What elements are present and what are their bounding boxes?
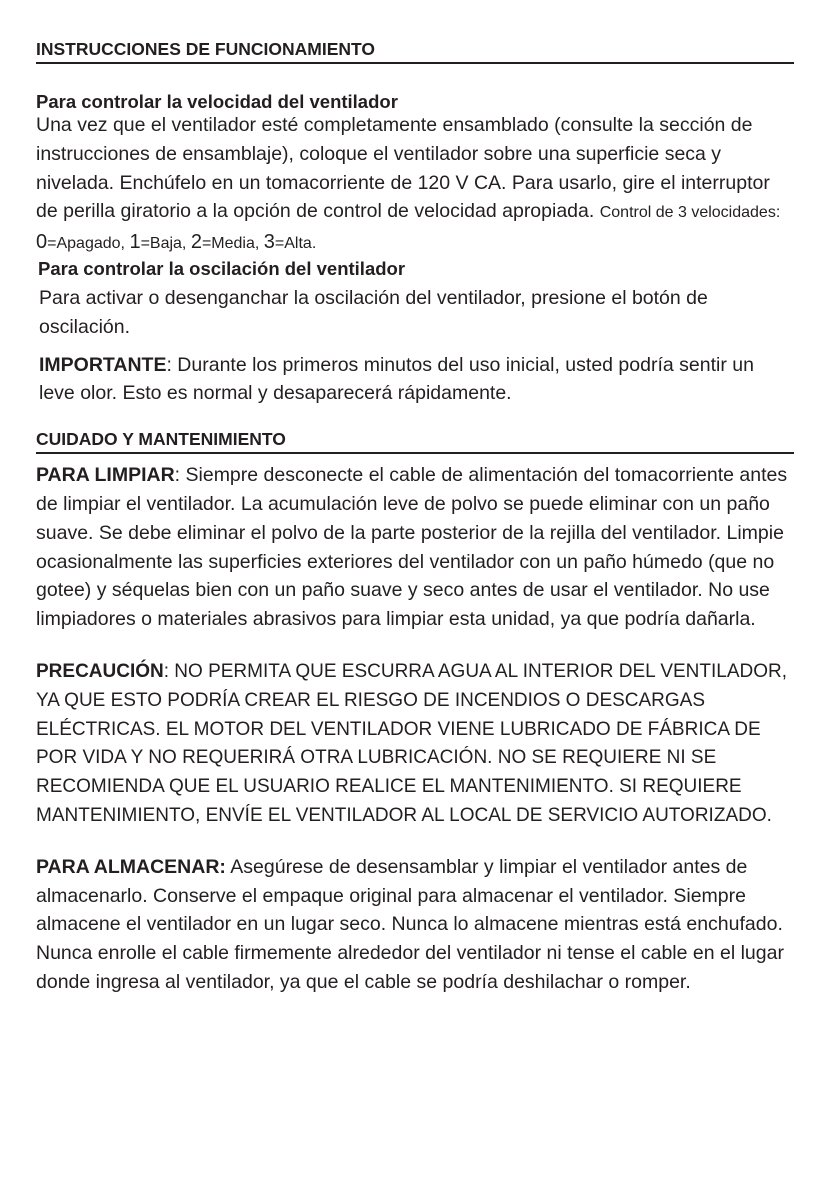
important-paragraph [39,351,794,409]
caution-paragraph [36,658,794,831]
important-label: IMPORTANTE [39,353,167,376]
speed-1-digit: 1 [129,231,141,254]
storage-paragraph [36,853,794,997]
speed-1-text: =Baja, [140,235,187,253]
operating-instructions-title: INSTRUCCIONES DE FUNCIONAMIENTO [36,38,794,64]
storage-text: Asegúrese de desensamblar y limpiar el ventilador antes de almacenarlo. Conserve el empaque original para almacenar el ventilador. Siempre almacene el ventilador en un lugar seco. Nunca lo almacene mientras está enchufado. Nunca enrolle el cable firmemente alrededor del ventilador ni tense el cable en el lugar donde ingresa al ventilador, ya que el cable se podría deshilachar o romper. [36,855,784,993]
instruction-page [36,38,794,997]
speed-2-text: =Media, [201,235,260,253]
storage-label: PARA ALMACENAR: [36,855,226,878]
speed-control-text: Una vez que el ventilador esté completamente ensamblado (consulte la sección de instrucciones de ensamblaje), coloque el ventilador sobre una superficie seca y nivelada. Enchúfelo en un tomacorriente de 120 V CA. Para usarlo, gire el interruptor de perilla giratorio a la opción de control de velocidad apropiada. [36,114,770,223]
cleaning-label: PARA LIMPIAR [36,464,175,487]
speed-control-paragraph [36,111,794,259]
speed-3-text: =Alta. [274,235,317,253]
caution-text: : NO PERMITA QUE ESCURRA AGUA AL INTERIOR DEL VENTILADOR, YA QUE ESTO PODRÍA CREAR EL RIESGO DE INCENDIOS O DESCARGAS ELÉCTRICAS. EL MOTOR DEL VENTILADOR VIENE LUBRICADO DE FÁBRICA DE POR VIDA Y NO REQUERIRÁ OTRA LUBRICACIÓN. NO SE REQUIERE NI SE RECOMIENDA QUE EL USUARIO REALICE EL MANTENIMIENTO. SI REQUIERE MANTENIMIENTO, ENVÍE EL VENTILADOR AL LOCAL DE SERVICIO AUTORIZADO. [36,660,788,826]
important-text: : Durante los primeros minutos del uso inicial, usted podría sentir un leve olor. Esto es normal y desaparecerá rápidamente. [39,353,754,405]
oscillation-heading: Para controlar la oscilación del ventilador [38,257,406,279]
speed-0-digit: 0 [36,231,48,254]
speed-2-digit: 2 [190,231,202,254]
cleaning-text: : Siempre desconecte el cable de alimentación del tomacorriente antes de limpiar el ventilador. La acumulación leve de polvo se puede eliminar con un paño suave. Se debe eliminar el polvo de la parte posterior de la rejilla del ventilador. Limpie ocasionalmente las superficies exteriores del ventilador con un paño húmedo (que no gotee) y séquelas bien con un paño suave y seco antes de usar el ventilador. No use limpiadores o materiales abrasivos para limpiar esta unidad, ya que podría dañarla. [36,464,788,631]
care-maintenance-title: CUIDADO Y MANTENIMIENTO [36,428,794,454]
speed-settings-label: Control de 3 velocidades: [599,204,781,222]
cleaning-paragraph [36,461,794,634]
oscillation-paragraph: Para activar o desenganchar la oscilación del ventilador, presione el botón de oscilación. [39,286,708,338]
speed-3-digit: 3 [263,231,275,254]
caution-label: PRECAUCIÓN [36,660,164,682]
speed-control-heading: Para controlar la velocidad del ventilador [36,91,398,112]
speed-0-text: =Apagado, [47,235,125,253]
